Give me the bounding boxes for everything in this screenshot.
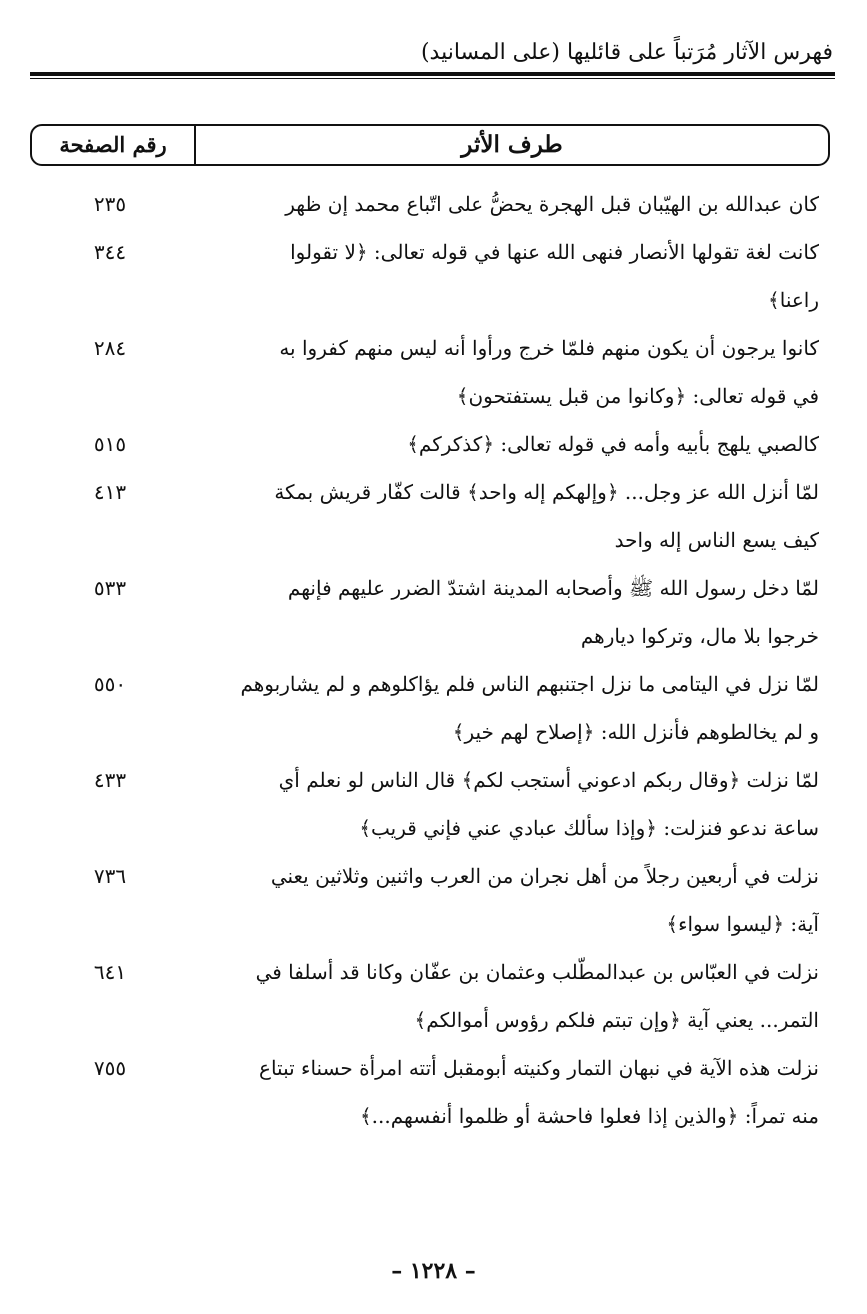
index-entry: [30, 756, 819, 852]
entry-text: [190, 468, 819, 564]
entry-page-number: ٧٣٦: [93, 864, 127, 888]
index-entry: [30, 324, 819, 420]
column-header-box: [30, 124, 830, 166]
header-rule-thin: [30, 78, 835, 79]
entry-page-number: ٤٣٣: [93, 768, 127, 792]
entry-page-number: ٢٣٥: [93, 192, 127, 216]
entry-text: [190, 948, 819, 1044]
entry-text-line: راعنا﴾: [768, 288, 819, 312]
entry-text-line: ساعة ندعو فنزلت: ﴿وإذا سألك عبادي عني فإني قريب﴾: [359, 816, 819, 840]
entry-page-number: ٧٥٥: [93, 1056, 127, 1080]
entry-text-line: خرجوا بلا مال، وتركوا ديارهم: [580, 624, 819, 648]
entry-text-line: كانوا يرجون أن يكون منهم فلمّا خرج ورأوا أنه ليس منهم كفروا به: [279, 336, 819, 360]
entry-text-line: لمّا دخل رسول الله ﷺ وأصحابه المدينة اشتدّ الضرر عليهم فإنهم: [287, 576, 819, 600]
index-entry: [30, 1044, 819, 1140]
column-header-text: طرف الأثر: [194, 126, 828, 164]
entries-list: [30, 180, 819, 1140]
entry-text-line: كيف يسع الناس إله واحد: [614, 528, 819, 552]
entry-text: [190, 756, 819, 852]
entry-text-line: منه تمراً: ﴿والذين إذا فعلوا فاحشة أو ظلموا أنفسهم...﴾: [359, 1104, 819, 1128]
entry-text: [190, 564, 819, 660]
entry-page-number: ٥٣٣: [93, 576, 127, 600]
index-entry: [30, 228, 819, 324]
entry-text-line: لمّا أنزل الله عز وجل... ﴿وإلهكم إله واحد﴾ قالت كفّار قريش بمكة: [274, 480, 819, 504]
index-entry: [30, 852, 819, 948]
entry-text: [190, 324, 819, 420]
index-entry: [30, 180, 819, 228]
header-rule-thick: [30, 72, 835, 76]
entry-page-number: ٢٨٤: [93, 336, 127, 360]
entry-text-line: و لم يخالطوهم فأنزل الله: ﴿إصلاح لهم خير﴾: [452, 720, 819, 744]
entry-page-number: ٣٤٤: [93, 240, 127, 264]
entry-text-line: التمر... يعني آية ﴿وإن تبتم فلكم رؤوس أموالكم﴾: [414, 1008, 819, 1032]
entry-text: [190, 660, 819, 756]
entry-page-number: ٤١٣: [93, 480, 127, 504]
entry-page-number: ٦٤١: [93, 960, 127, 984]
entry-page-number: ٥١٥: [93, 432, 127, 456]
index-entry: [30, 468, 819, 564]
index-entry: [30, 660, 819, 756]
entry-text-line: آية: ﴿ليسوا سواء﴾: [666, 912, 819, 936]
entry-text-line: كان عبدالله بن الهيّبان قبل الهجرة يحضُّ على اتّباع محمد إن ظهر: [285, 192, 819, 216]
index-entry: [30, 420, 819, 468]
index-entry: [30, 564, 819, 660]
entry-text: [190, 852, 819, 948]
entry-page-number: ٥٥٠: [93, 672, 127, 696]
index-entry: [30, 948, 819, 1044]
page-number: – ١٢٢٨ –: [391, 1258, 476, 1284]
entry-text: [190, 420, 819, 468]
entry-text-line: نزلت في أربعين رجلاً من أهل نجران من العرب واثنين وثلاثين يعني: [270, 864, 819, 888]
running-header: فهرس الآثار مُرَتباً على قائليها (على المسانيد): [420, 40, 833, 65]
entry-text-line: كانت لغة تقولها الأنصار فنهى الله عنها في قوله تعالى: ﴿لا تقولوا: [290, 240, 819, 264]
column-header-page: رقم الصفحة: [59, 132, 167, 157]
entry-text: [190, 228, 819, 324]
entry-text: [190, 1044, 819, 1140]
entry-text: [190, 180, 819, 228]
entry-text-line: لمّا نزل في اليتامى ما نزل اجتنبهم الناس فلم يؤاكلوهم و لم يشاربوهم: [240, 672, 819, 696]
entry-text-line: في قوله تعالى: ﴿وكانوا من قبل يستفتحون﴾: [456, 384, 819, 408]
entry-text-line: نزلت هذه الآية في نبهان التمار وكنيته أبومقبل أتته امرأة حسناء تبتاع: [259, 1056, 819, 1080]
entry-text-line: لمّا نزلت ﴿وقال ربكم ادعوني أستجب لكم﴾ قال الناس لو نعلم أي: [278, 768, 819, 792]
entry-text-line: نزلت في العبّاس بن عبدالمطّلب وعثمان بن عفّان وكانا قد أسلفا في: [255, 960, 819, 984]
entry-text-line: كالصبي يلهج بأبيه وأمه في قوله تعالى: ﴿كذكركم﴾: [407, 432, 819, 456]
